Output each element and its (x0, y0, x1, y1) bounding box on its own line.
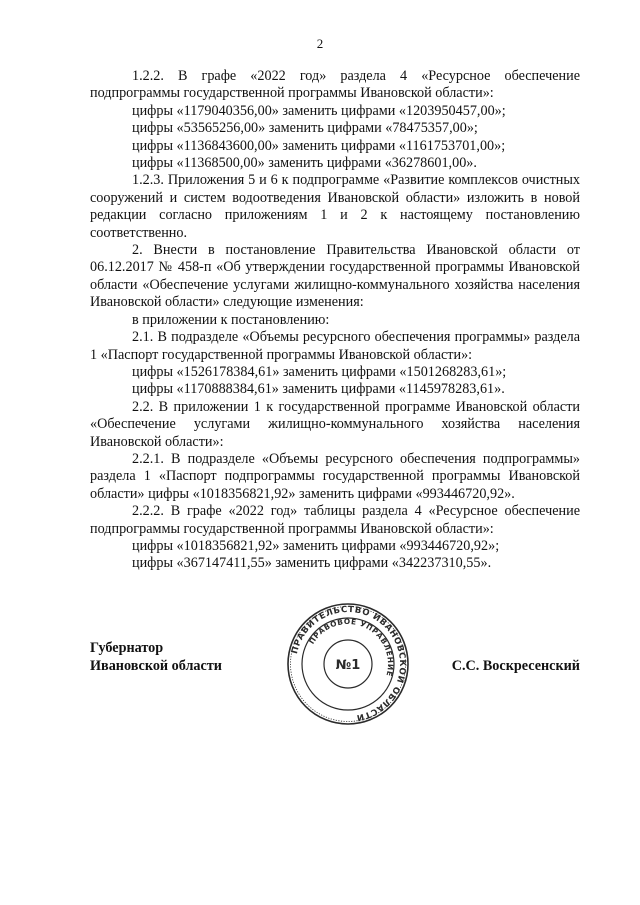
position-line-2: Ивановской области (90, 657, 222, 674)
list-item: цифры «1018356821,92» заменить цифрами «993446720,92»; (132, 537, 500, 554)
list-item: цифры «1136843600,00» заменить цифрами «1161753701,00»; (132, 137, 506, 154)
list-item: цифры «367147411,55» заменить цифрами «342237310,55». (132, 555, 492, 572)
list-item: цифры «1526178384,61» заменить цифрами «1501268283,61»; (132, 363, 507, 380)
paragraph-appendix-intro: в приложении к постановлению: (132, 311, 330, 328)
list-item: цифры «1179040356,00» заменить цифрами «1203950457,00»; (132, 102, 506, 119)
paragraph-1-2-3: 1.2.3. Приложения 5 и 6 к подпрограмме «Развитие комплексов очистных сооружений и систем водоотведения Ивановской области» изложить в новой редакции согласно приложениям 1 и 2 к настоящему постановлению соответственно. (90, 172, 580, 241)
page-number: 2 (316, 36, 324, 51)
position-line-1: Губернатор (90, 640, 164, 656)
paragraph-2-2-2: 2.2.2. В графе «2022 год» таблицы раздела 4 «Ресурсное обеспечение подпрограммы государственной программы Ивановской области»: (90, 503, 580, 537)
paragraph-2: 2. Внести в постановление Правительства Ивановской области от 06.12.2017 № 458-п «Об утверждении государственной программы Ивановской области «Обеспечение услугами жилищно-коммунального хозяйства населения Ивановской области» следующие изменения: (90, 242, 580, 311)
signatory-name: С.С. Воскресенский (451, 658, 580, 674)
official-stamp (286, 602, 410, 726)
paragraph-1-2-2: 1.2.2. В графе «2022 год» раздела 4 «Ресурсное обеспечение подпрограммы государственной программы Ивановской области»: (90, 68, 580, 102)
list-item: цифры «53565256,00» заменить цифрами «78475357,00»; (132, 120, 478, 137)
stamp-inner-text: ПРАВОВОЕ УПРАВЛЕНИЕ (307, 616, 396, 678)
stamp-center-number: №1 (335, 658, 361, 673)
paragraph-2-1: 2.1. В подразделе «Объемы ресурсного обеспечения программы» раздела 1 «Паспорт государственной программы Ивановской области»: (90, 329, 580, 363)
signatory-position (90, 640, 222, 675)
list-item: цифры «1170888384,61» заменить цифрами «1145978283,61». (132, 381, 505, 398)
document-body (90, 68, 580, 573)
list-item: цифры «11368500,00» заменить цифрами «36278601,00». (132, 155, 477, 172)
paragraph-2-2: 2.2. В приложении 1 к государственной программе Ивановской области «Обеспечение услугами жилищно-коммунального хозяйства населения Ивановской области»: (90, 398, 580, 450)
stamp-outer-text: ПРАВИТЕЛЬСТВО ИВАНОВСКОЙ ОБЛАСТИ (290, 604, 408, 723)
paragraph-2-2-1: 2.2.1. В подразделе «Объемы ресурсного обеспечения подпрограммы» раздела 1 «Паспорт подпрограммы государственной программы Ивановской области» цифры «1018356821,92» заменить цифрами «993446720,92». (90, 450, 580, 502)
